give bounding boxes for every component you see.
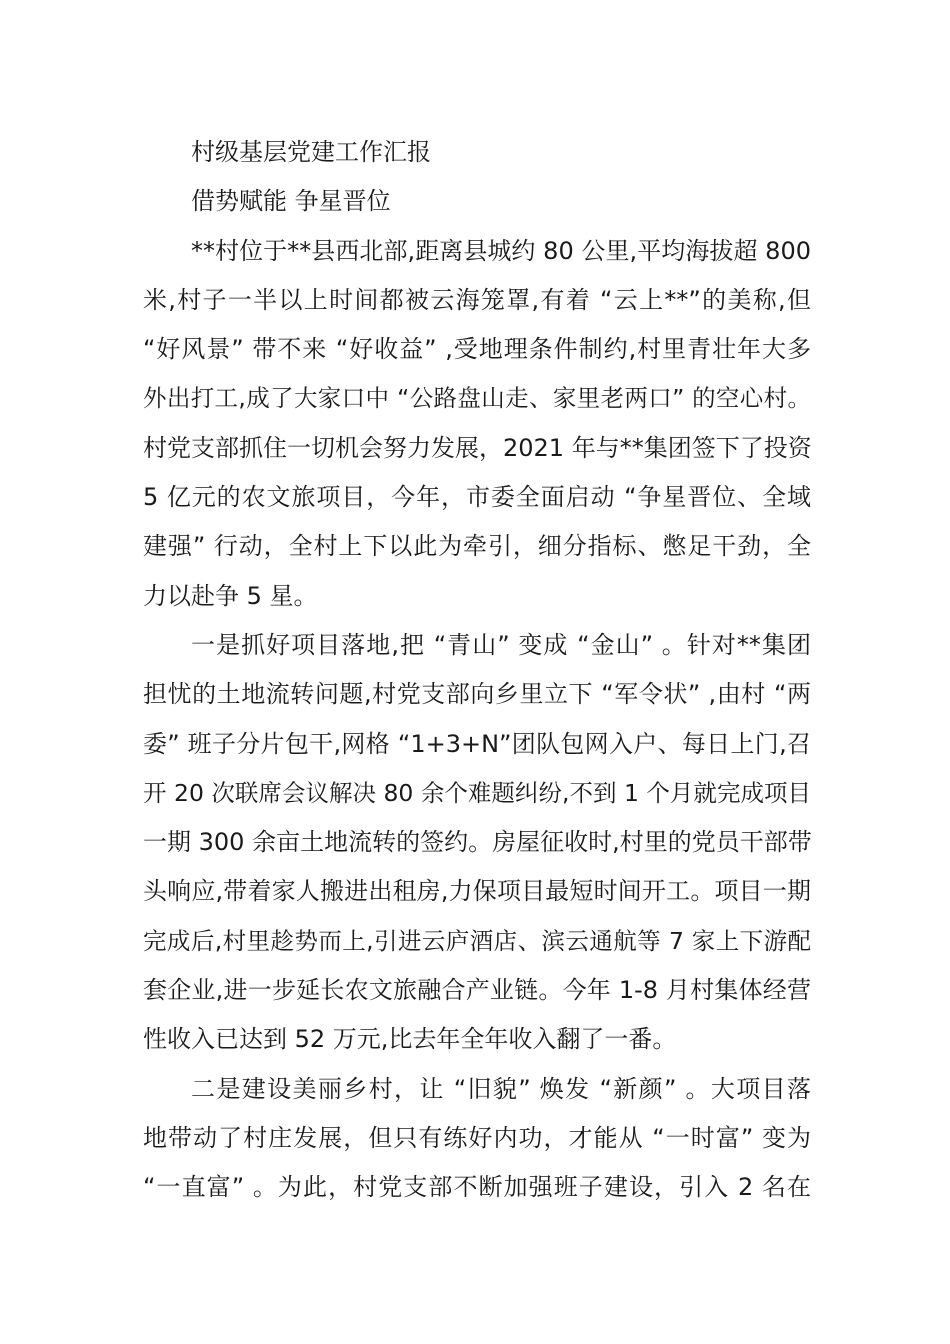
text-line: 力以赴争 5 星。 xyxy=(143,581,318,610)
text-line: “好风景” 带不来 “好收益” ,受地理条件制约,村里青壮年大多 xyxy=(143,335,811,364)
paragraph-intro xyxy=(143,227,811,621)
text-line: 外出打工,成了大家口中 “公路盘山走、家里老两口” 的空心村。 xyxy=(143,384,811,413)
text-line: 开 20 次联席会议解决 80 余个难题纠纷,不到 1 个月就完成项目 xyxy=(143,778,811,807)
paragraph-project xyxy=(143,621,811,1065)
text-line: 一期 300 余亩土地流转的签约。房屋征收时,村里的党员干部带 xyxy=(143,828,812,857)
text-line: **村位于**县西北部,距离县城约 80 公里,平均海拔超 800 xyxy=(191,236,811,265)
paragraph-village xyxy=(143,1065,811,1213)
text-line: 一是抓好项目落地,把 “青山” 变成 “金山” 。针对**集团 xyxy=(191,630,811,659)
text-line: 头响应,带着家人搬进出租房,力保项目最短时间开工。项目一期 xyxy=(143,877,811,906)
text-line: 担忧的土地流转问题,村党支部向乡里立下 “军令状” ,由村 “两 xyxy=(143,680,811,709)
text-line: 米,村子一半以上时间都被云海笼罩,有着 “云上**”的美称,但 xyxy=(143,285,811,314)
text-line: 地带动了村庄发展，但只有练好内功，才能从 “一时富” 变为 xyxy=(143,1123,811,1152)
document-title: 村级基层党建工作汇报 xyxy=(191,138,431,166)
document-subtitle: 借势赋能 争星晋位 xyxy=(191,187,391,216)
text-line: 5 亿元的农文旅项目，今年，市委全面启动 “争星晋位、全域 xyxy=(143,483,811,512)
text-line: “一直富” 。为此，村党支部不断加强班子建设，引入 2 名在 xyxy=(143,1173,811,1202)
text-line: 委” 班子分片包干,网格 “1+3+N”团队包网入户、每日上门,召 xyxy=(143,729,811,758)
text-line: 二是建设美丽乡村，让 “旧貌” 焕发 “新颜” 。大项目落 xyxy=(191,1074,811,1103)
document-body xyxy=(143,128,811,1213)
text-line: 村党支部抓住一切机会努力发展，2021 年与**集团签下了投资 xyxy=(143,433,812,462)
text-line: 建强” 行动，全村上下以此为牵引，细分指标、憋足干劲，全 xyxy=(143,532,811,561)
text-line: 性收入已达到 52 万元,比去年全年收入翻了一番。 xyxy=(143,1025,677,1054)
text-line: 完成后,村里趁势而上,引进云庐酒店、滨云通航等 7 家上下游配 xyxy=(143,926,811,955)
text-line: 套企业,进一步延长农文旅融合产业链。今年 1-8 月村集体经营 xyxy=(143,976,811,1005)
